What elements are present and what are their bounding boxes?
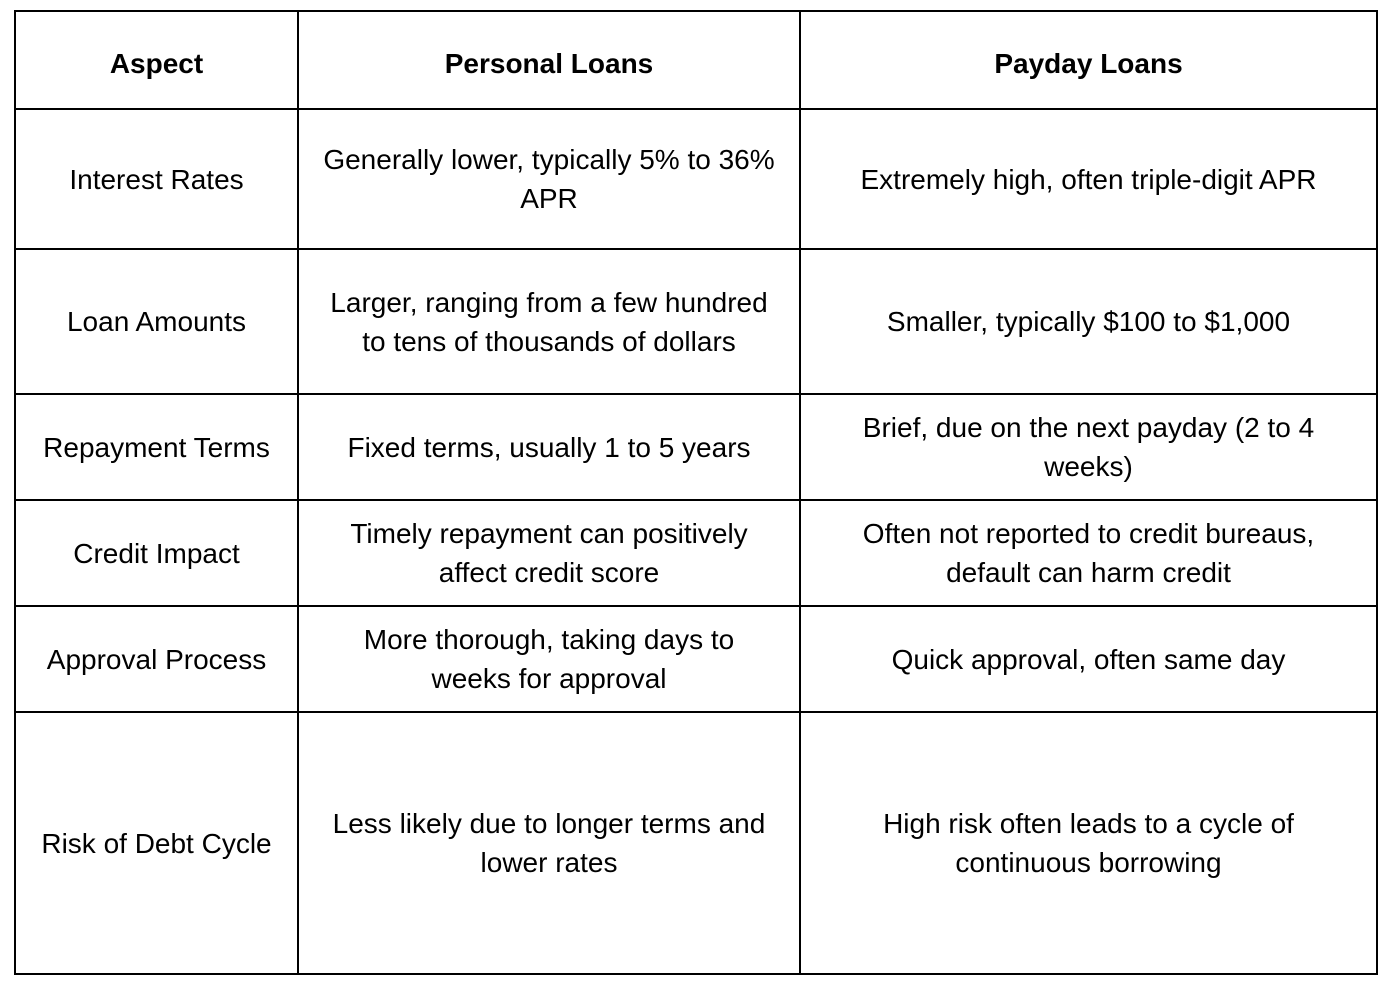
aspect-cell: Repayment Terms (15, 394, 298, 500)
personal-loans-cell: Generally lower, typically 5% to 36% APR (298, 109, 800, 249)
payday-loans-cell: Brief, due on the next payday (2 to 4 weeks) (800, 394, 1377, 500)
header-aspect: Aspect (15, 11, 298, 109)
payday-loans-cell: Often not reported to credit bureaus, default can harm credit (800, 500, 1377, 606)
header-row (15, 11, 1377, 109)
payday-loans-cell: Smaller, typically $100 to $1,000 (800, 249, 1377, 394)
table-row (15, 249, 1377, 394)
aspect-cell: Loan Amounts (15, 249, 298, 394)
table-row (15, 394, 1377, 500)
personal-loans-cell: Less likely due to longer terms and lower rates (298, 712, 800, 974)
personal-loans-cell: Timely repayment can positively affect credit score (298, 500, 800, 606)
payday-loans-cell: High risk often leads to a cycle of continuous borrowing (800, 712, 1377, 974)
table-row (15, 712, 1377, 974)
personal-loans-cell: More thorough, taking days to weeks for approval (298, 606, 800, 712)
payday-loans-cell: Quick approval, often same day (800, 606, 1377, 712)
aspect-cell: Approval Process (15, 606, 298, 712)
header-payday-loans: Payday Loans (800, 11, 1377, 109)
table-row (15, 500, 1377, 606)
aspect-cell: Risk of Debt Cycle (15, 712, 298, 974)
aspect-cell: Credit Impact (15, 500, 298, 606)
table-row (15, 606, 1377, 712)
header-personal-loans: Personal Loans (298, 11, 800, 109)
payday-loans-cell: Extremely high, often triple-digit APR (800, 109, 1377, 249)
personal-loans-cell: Larger, ranging from a few hundred to tens of thousands of dollars (298, 249, 800, 394)
comparison-table (14, 10, 1378, 975)
aspect-cell: Interest Rates (15, 109, 298, 249)
personal-loans-cell: Fixed terms, usually 1 to 5 years (298, 394, 800, 500)
table-row (15, 109, 1377, 249)
